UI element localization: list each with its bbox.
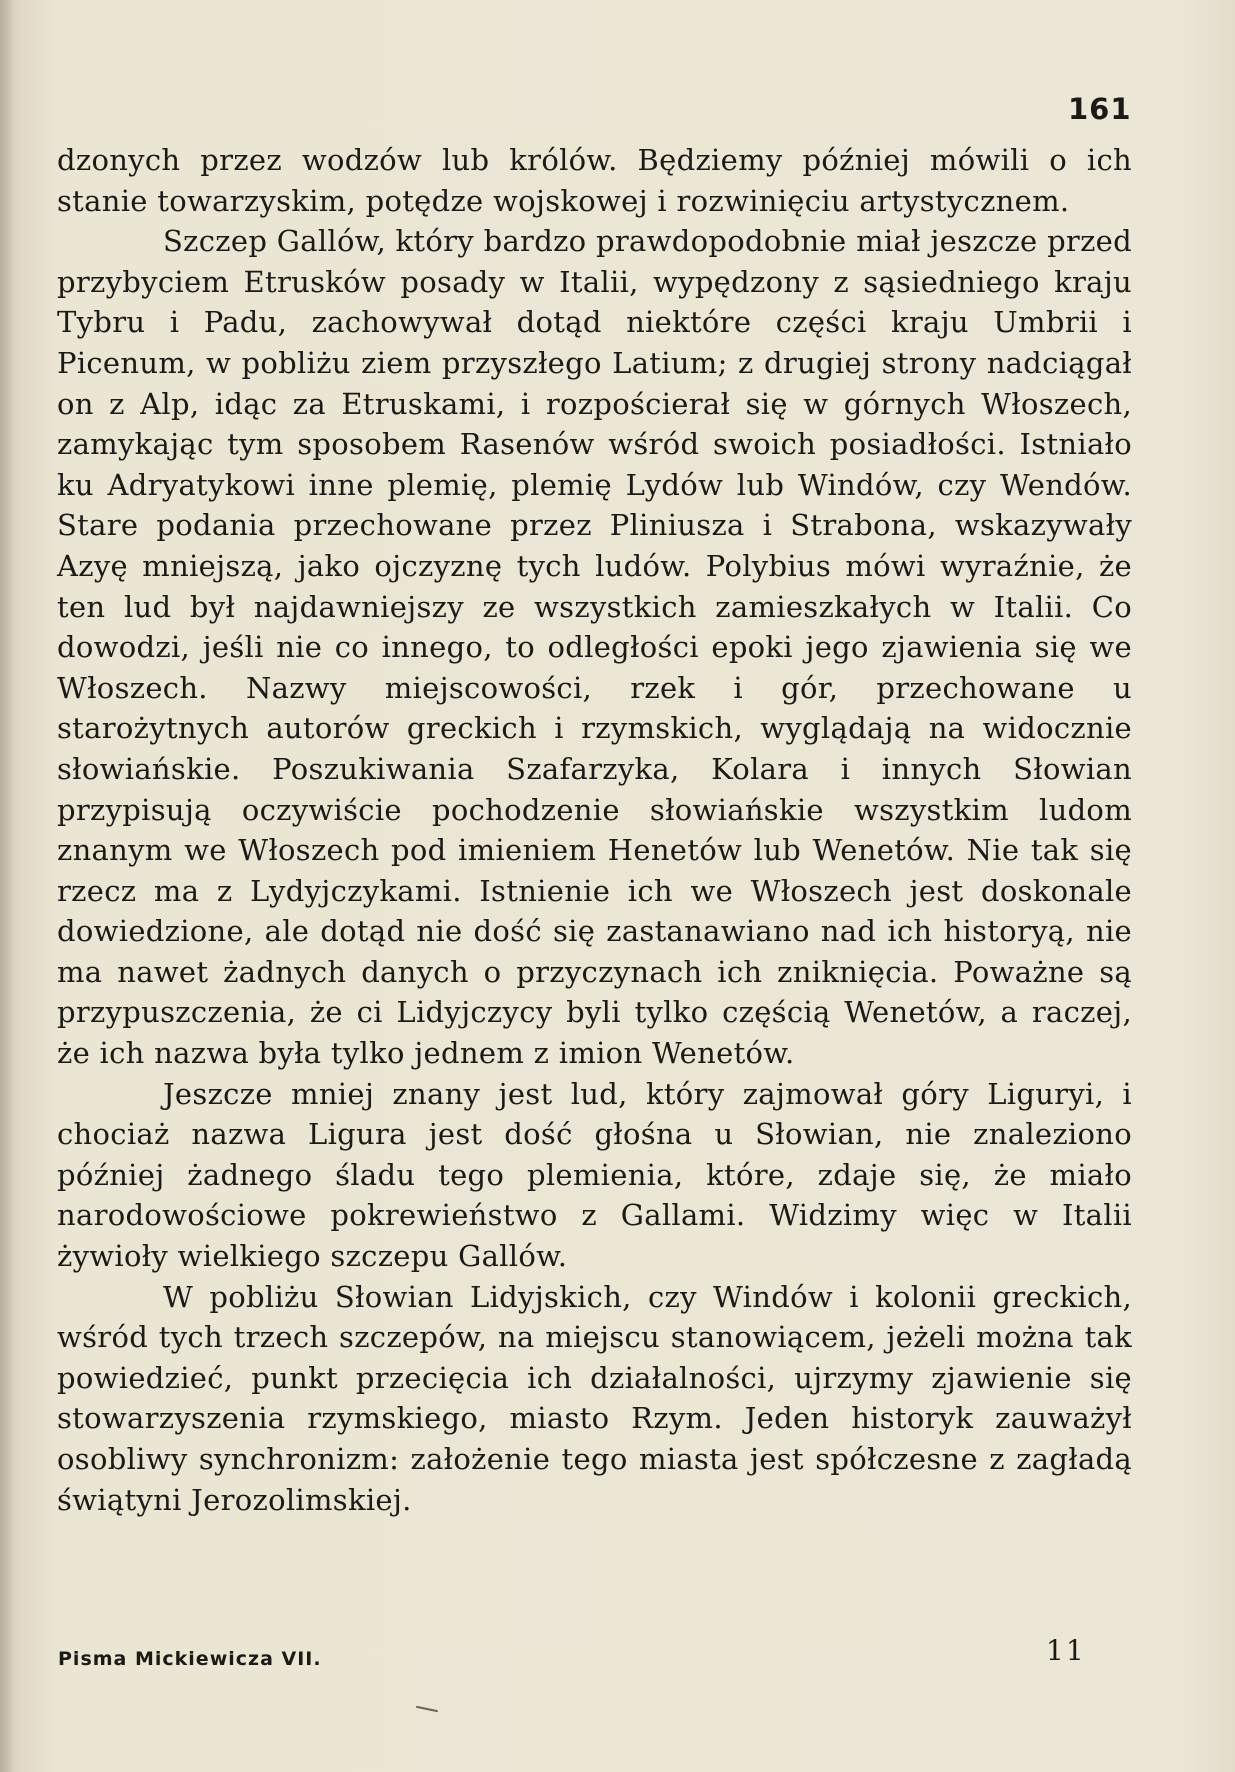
running-footer-title: Pisma Mickiewicza VII.: [58, 1648, 322, 1670]
paragraph-continued: dzonych przez wodzów lub królów. Będziemy później mówili o ich stanie towarzyskim, potędze wojskowej i rozwinięciu artystycznem.: [57, 143, 1132, 218]
paragraph: W pobliżu Słowian Lidyjskich, czy Windów i kolonii greckich, wśród tych trzech szczepów, na miejscu stanowiącem, jeżeli można tak powiedzieć, punkt przecięcia ich działalności, ujrzymy zjawienie się stowarzyszenia rzymskiego, miasto Rzym. Jeden historyk zauważył osobliwy synchronizm: założenie tego miasta jest spółczesne z zagładą świątyni Jerozolimskiej.: [57, 1279, 1132, 1517]
page-number: 161: [1068, 92, 1132, 126]
body-text: [57, 140, 1132, 1520]
paragraph: Szczep Gallów, który bardzo prawdopodobnie miał jeszcze przed przybyciem Etrusków posady w Italii, wypędzony z sąsiedniego kraju Tybru i Padu, zachowywał dotąd niektóre części kraju Umbrii i Picenum, w pobliżu ziem przyszłego Latium; z drugiej strony nadciągał on z Alp, idąc za Etruskami, i rozpościerał się w górnych Włoszech, zamykając tym sposobem Rasenów wśród swoich posiadłości. Istniało ku Adryatykowi inne plemię, plemię Lydów lub Windów, czy Wendów. Stare podania przechowane przez Pliniusza i Strabona, wskazywały Azyę mniejszą, jako ojczyznę tych ludów. Polybius mówi wyraźnie, że ten lud był najdawniejszy ze wszystkich zamieszkałych w Italii. Co dowodzi, jeśli nie co innego, to odległości epoki jego zjawienia się we Włoszech. Nazwy miejscowości, rzek i gór, przechowane u starożytnych autorów greckich i rzymskich, wyglądają na widocznie słowiańskie. Poszukiwania Szafarzyka, Kolara i innych Słowian przypisują oczywiście pochodzenie słowiańskie wszystkim ludom znanym we Włoszech pod imieniem Henetów lub Wenetów. Nie tak się rzecz ma z Lydyjczykami. Istnienie ich we Włoszech jest doskonale dowiedzione, ale dotąd nie dość się zastanawiano nad ich historyą, nie ma nawet żadnych danych o przyczynach ich zniknięcia. Poważne są przypuszczenia, że ci Lidyjczycy byli tylko częścią Wenetów, a raczej, że ich nazwa była tylko jednem z imion Wenetów.: [57, 224, 1132, 1071]
binding-shadow: [0, 0, 14, 1772]
paper-speck: [416, 1706, 438, 1713]
signature-mark: 11: [1046, 1634, 1086, 1667]
paragraph: Jeszcze mniej znany jest lud, który zajmował góry Liguryi, i chociaż nazwa Ligura jest dość głośna u Słowian, nie znaleziono później żadnego śladu tego plemienia, które, zdaje się, że miało narodowościowe pokrewieństwo z Gallami. Widzimy więc w Italii żywioły wielkiego szczepu Gallów.: [57, 1076, 1132, 1274]
